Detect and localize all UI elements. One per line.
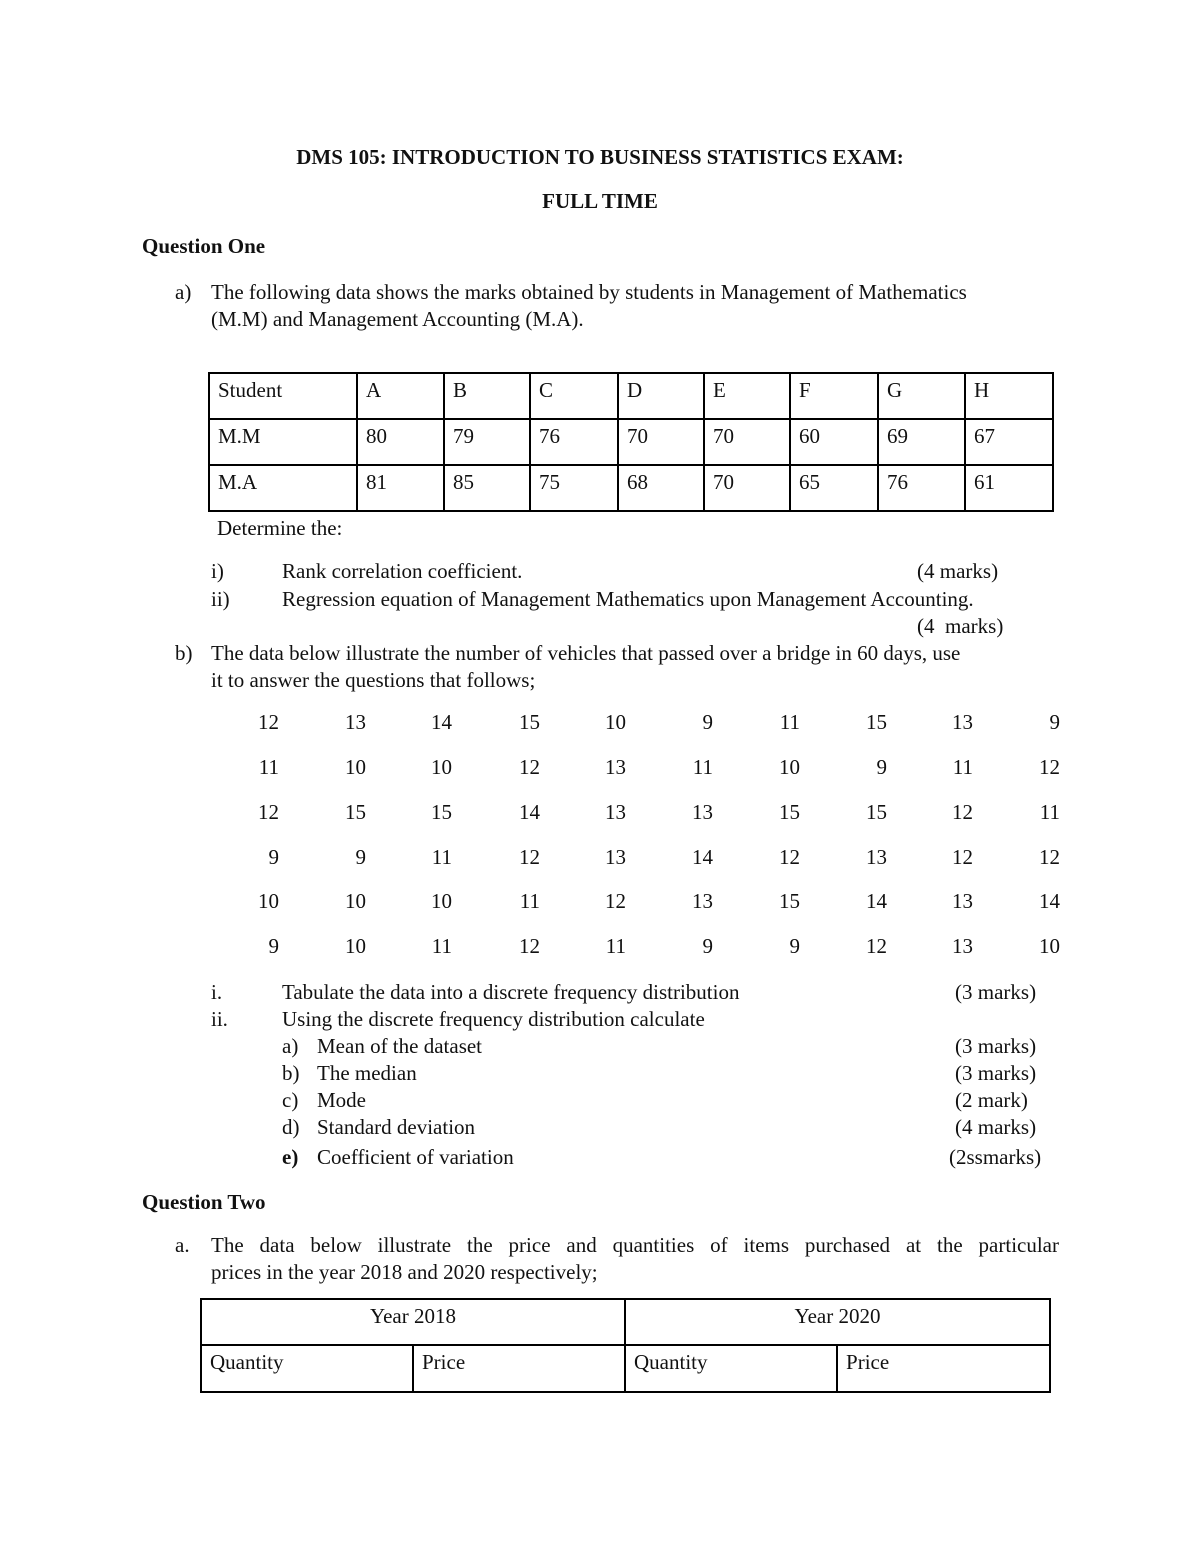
sub-c-marker: c) bbox=[282, 1088, 299, 1112]
q1a-i-marks: (4 marks) bbox=[917, 559, 999, 583]
table-row bbox=[209, 465, 1053, 511]
vehicle-count-value: 9 bbox=[355, 845, 366, 869]
table-cell: 76 bbox=[530, 419, 618, 465]
table-header-cell: Quantity bbox=[201, 1345, 413, 1392]
vehicle-count-value: 14 bbox=[866, 889, 887, 913]
vehicle-count-value: 14 bbox=[1039, 889, 1060, 913]
vehicle-count-value: 12 bbox=[519, 845, 540, 869]
q2a-text-line1: The data below illustrate the price and quantities of items purchased at the particular bbox=[211, 1233, 1059, 1257]
vehicle-count-value: 13 bbox=[692, 889, 713, 913]
vehicle-count-value: 9 bbox=[702, 934, 713, 958]
vehicle-count-value: 13 bbox=[952, 934, 973, 958]
q1a-i-marker: i) bbox=[211, 559, 224, 583]
table-cell: 68 bbox=[618, 465, 704, 511]
table-header-cell: C bbox=[530, 373, 618, 419]
vehicle-count-value: 12 bbox=[1039, 755, 1060, 779]
vehicle-count-value: 9 bbox=[268, 934, 279, 958]
vehicle-count-value: 10 bbox=[431, 755, 452, 779]
q1b-ii-text: Using the discrete frequency distribution calculate bbox=[282, 1007, 705, 1031]
determine-label: Determine the: bbox=[217, 516, 343, 540]
table-cell: M.M bbox=[209, 419, 357, 465]
vehicle-count-value: 11 bbox=[692, 755, 713, 779]
vehicle-count-value: 10 bbox=[605, 710, 626, 734]
table-header-cell: D bbox=[618, 373, 704, 419]
q1a-marker: a) bbox=[175, 280, 192, 304]
vehicle-count-value: 10 bbox=[1039, 934, 1060, 958]
vehicle-count-value: 13 bbox=[605, 845, 626, 869]
q1a-ii-text: Regression equation of Management Mathematics upon Management Accounting. bbox=[282, 587, 974, 611]
vehicle-count-value: 11 bbox=[779, 710, 800, 734]
vehicle-count-value: 15 bbox=[866, 710, 887, 734]
table-header-cell: Price bbox=[837, 1345, 1050, 1392]
vehicle-count-value: 10 bbox=[345, 755, 366, 779]
table-cell: 79 bbox=[444, 419, 530, 465]
vehicle-count-value: 15 bbox=[345, 800, 366, 824]
vehicle-count-value: 14 bbox=[431, 710, 452, 734]
q1b-text-line2: it to answer the questions that follows; bbox=[211, 668, 536, 692]
vehicle-count-value: 15 bbox=[519, 710, 540, 734]
sub-b-marker: b) bbox=[282, 1061, 300, 1085]
vehicle-count-value: 12 bbox=[519, 934, 540, 958]
q1b-marker: b) bbox=[175, 641, 193, 665]
vehicle-count-value: 10 bbox=[258, 889, 279, 913]
q2a-text-line2: prices in the year 2018 and 2020 respectively; bbox=[211, 1260, 598, 1284]
sub-d-marks: (4 marks) bbox=[955, 1115, 1037, 1139]
table-cell: 65 bbox=[790, 465, 878, 511]
table-cell: 76 bbox=[878, 465, 965, 511]
table-row bbox=[201, 1299, 1050, 1345]
q1b-i-marks: (3 marks) bbox=[955, 980, 1037, 1004]
table-cell: 70 bbox=[704, 465, 790, 511]
vehicle-count-value: 11 bbox=[952, 755, 973, 779]
vehicle-count-value: 12 bbox=[1039, 845, 1060, 869]
vehicle-count-value: 13 bbox=[605, 800, 626, 824]
table-cell: 81 bbox=[357, 465, 444, 511]
table-cell: 85 bbox=[444, 465, 530, 511]
table-cell: 61 bbox=[965, 465, 1053, 511]
table-header-cell: Quantity bbox=[625, 1345, 837, 1392]
question-one-heading: Question One bbox=[142, 234, 266, 258]
vehicle-count-value: 15 bbox=[431, 800, 452, 824]
vehicle-count-value: 11 bbox=[605, 934, 626, 958]
vehicle-count-value: 13 bbox=[345, 710, 366, 734]
sub-a-marker: a) bbox=[282, 1034, 299, 1058]
q1a-ii-marks: (4 marks) bbox=[917, 614, 1004, 638]
sub-e-text: Coefficient of variation bbox=[317, 1145, 514, 1169]
table-cell: 70 bbox=[618, 419, 704, 465]
table-header-cell: A bbox=[357, 373, 444, 419]
sub-b-marks: (3 marks) bbox=[955, 1061, 1037, 1085]
table-header-cell: Year 2020 bbox=[625, 1299, 1050, 1345]
q1a-text-line2: (M.M) and Management Accounting (M.A). bbox=[211, 307, 584, 331]
table-row bbox=[209, 373, 1053, 419]
marks-table bbox=[208, 372, 1054, 512]
vehicle-count-value: 9 bbox=[268, 845, 279, 869]
table-header-cell: H bbox=[965, 373, 1053, 419]
q1a-text-line1: The following data shows the marks obtained by students in Management of Mathematics bbox=[211, 280, 967, 304]
vehicle-count-value: 10 bbox=[779, 755, 800, 779]
q1b-text-line1: The data below illustrate the number of vehicles that passed over a bridge in 60 days, use bbox=[211, 641, 961, 665]
vehicle-count-value: 12 bbox=[519, 755, 540, 779]
vehicle-count-value: 10 bbox=[345, 889, 366, 913]
table-cell: 70 bbox=[704, 419, 790, 465]
vehicle-count-value: 13 bbox=[605, 755, 626, 779]
sub-b-text: The median bbox=[317, 1061, 417, 1085]
vehicle-count-value: 12 bbox=[866, 934, 887, 958]
q1b-i-text: Tabulate the data into a discrete frequency distribution bbox=[282, 980, 740, 1004]
table-header-cell: G bbox=[878, 373, 965, 419]
sub-e-marker: e) bbox=[282, 1145, 299, 1169]
vehicle-count-value: 15 bbox=[779, 800, 800, 824]
table-cell: 60 bbox=[790, 419, 878, 465]
vehicle-count-value: 9 bbox=[789, 934, 800, 958]
table-header-cell: F bbox=[790, 373, 878, 419]
vehicle-count-value: 10 bbox=[345, 934, 366, 958]
sub-c-text: Mode bbox=[317, 1088, 366, 1112]
vehicle-count-value: 13 bbox=[952, 710, 973, 734]
table-header-cell: Year 2018 bbox=[201, 1299, 625, 1345]
vehicle-count-value: 9 bbox=[1049, 710, 1060, 734]
table-header-cell: Price bbox=[413, 1345, 625, 1392]
sub-c-marks: (2 mark) bbox=[955, 1088, 1028, 1112]
vehicle-count-value: 12 bbox=[605, 889, 626, 913]
table-header-cell: Student bbox=[209, 373, 357, 419]
q1b-i-marker: i. bbox=[211, 980, 223, 1004]
vehicle-count-value: 11 bbox=[1039, 800, 1060, 824]
exam-subtitle: FULL TIME bbox=[542, 189, 658, 213]
vehicle-count-value: 12 bbox=[952, 845, 973, 869]
sub-d-text: Standard deviation bbox=[317, 1115, 476, 1139]
table-cell: 75 bbox=[530, 465, 618, 511]
vehicle-count-value: 11 bbox=[431, 845, 452, 869]
table-cell: 69 bbox=[878, 419, 965, 465]
vehicle-count-value: 13 bbox=[952, 889, 973, 913]
vehicle-count-value: 11 bbox=[258, 755, 279, 779]
question-two-heading: Question Two bbox=[142, 1190, 266, 1214]
vehicle-count-value: 9 bbox=[876, 755, 887, 779]
table-header-cell: B bbox=[444, 373, 530, 419]
vehicle-count-value: 12 bbox=[779, 845, 800, 869]
vehicle-count-value: 11 bbox=[519, 889, 540, 913]
q1a-i-text: Rank correlation coefficient. bbox=[282, 559, 523, 583]
vehicle-count-value: 14 bbox=[692, 845, 713, 869]
vehicle-count-value: 13 bbox=[692, 800, 713, 824]
vehicle-count-value: 14 bbox=[519, 800, 540, 824]
exam-title: DMS 105: INTRODUCTION TO BUSINESS STATISTICS EXAM: bbox=[296, 145, 904, 169]
sub-a-text: Mean of the dataset bbox=[317, 1034, 483, 1058]
vehicle-count-value: 13 bbox=[866, 845, 887, 869]
price-table bbox=[200, 1298, 1051, 1393]
vehicle-count-value: 15 bbox=[779, 889, 800, 913]
q1b-ii-marker: ii. bbox=[211, 1007, 228, 1031]
table-cell: 80 bbox=[357, 419, 444, 465]
table-row bbox=[209, 419, 1053, 465]
table-header-cell: E bbox=[704, 373, 790, 419]
table-row bbox=[201, 1345, 1050, 1392]
vehicle-count-value: 12 bbox=[258, 800, 279, 824]
vehicle-count-value: 12 bbox=[952, 800, 973, 824]
vehicle-count-value: 9 bbox=[702, 710, 713, 734]
vehicle-count-value: 12 bbox=[258, 710, 279, 734]
q1a-ii-marker: ii) bbox=[211, 587, 230, 611]
vehicle-count-value: 10 bbox=[431, 889, 452, 913]
vehicle-count-value: 15 bbox=[866, 800, 887, 824]
sub-e-marks: (2ssmarks) bbox=[949, 1145, 1042, 1169]
q2a-marker: a. bbox=[175, 1233, 190, 1257]
sub-d-marker: d) bbox=[282, 1115, 300, 1139]
vehicle-count-value: 11 bbox=[431, 934, 452, 958]
table-cell: 67 bbox=[965, 419, 1053, 465]
sub-a-marks: (3 marks) bbox=[955, 1034, 1037, 1058]
table-cell: M.A bbox=[209, 465, 357, 511]
